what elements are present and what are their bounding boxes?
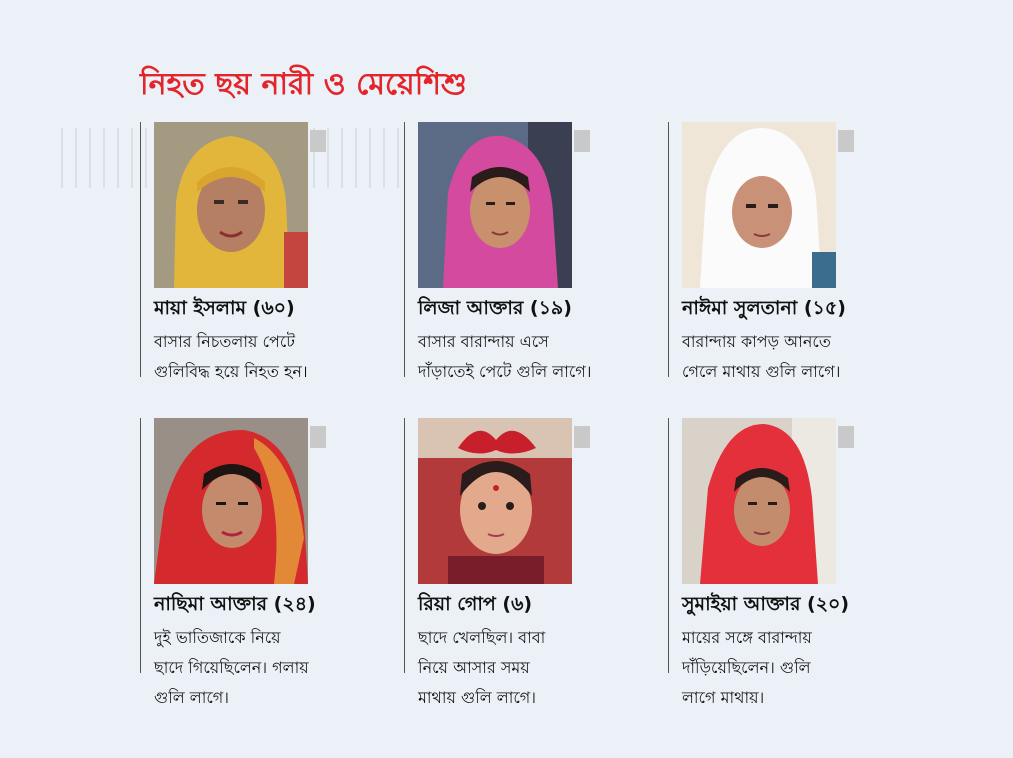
victim-photo: [682, 418, 836, 584]
victim-name: সুমাইয়া আক্তার (২০): [682, 593, 850, 615]
victim-card: [668, 418, 918, 708]
corner-tab: [310, 426, 326, 448]
victim-description: বারান্দায় কাপড় আনতে গেলে মাথায় গুলি লাগে।: [682, 332, 841, 381]
page-title: নিহত ছয় নারী ও মেয়েশিশু: [140, 67, 467, 102]
corner-tab: [574, 130, 590, 152]
victim-card: [404, 122, 654, 412]
victim-description: বাসার বারান্দায় এসে দাঁড়াতেই পেটে গুলি লাগে।: [418, 332, 592, 381]
victim-name: নাছিমা আক্তার (২৪): [154, 593, 316, 615]
victim-card: [140, 418, 390, 708]
victim-photo: [682, 122, 836, 288]
victim-description: বাসার নিচতলায় পেটে গুলিবিদ্ধ হয়ে নিহত হন।: [154, 332, 308, 381]
divider: [404, 418, 405, 673]
divider: [140, 122, 141, 377]
corner-tab: [838, 426, 854, 448]
divider: [668, 418, 669, 673]
victim-card: [668, 122, 918, 412]
corner-tab: [838, 130, 854, 152]
victim-description: মায়ের সঙ্গে বারান্দায় দাঁড়িয়েছিলেন। গুলি লাগে মাথায়।: [682, 628, 812, 707]
victim-photo: [418, 122, 572, 288]
divider: [668, 122, 669, 377]
victim-name: নাঈমা সুলতানা (১৫): [682, 297, 846, 319]
victim-photo: [154, 122, 308, 288]
corner-tab: [310, 130, 326, 152]
victim-name: মায়া ইসলাম (৬০): [154, 297, 295, 319]
victim-photo: [418, 418, 572, 584]
victim-card: [404, 418, 654, 708]
divider: [404, 122, 405, 377]
victim-card: [140, 122, 390, 412]
victim-name: লিজা আক্তার (১৯): [418, 297, 572, 319]
victim-description: দুই ভাতিজাকে নিয়ে ছাদে গিয়েছিলেন। গলায় গুলি লাগে।: [154, 628, 309, 707]
victim-description: ছাদে খেলছিল। বাবা নিয়ে আসার সময় মাথায় গুলি লাগে।: [418, 628, 546, 707]
victim-name: রিয়া গোপ (৬): [418, 593, 533, 615]
victim-photo: [154, 418, 308, 584]
divider: [140, 418, 141, 673]
corner-tab: [574, 426, 590, 448]
